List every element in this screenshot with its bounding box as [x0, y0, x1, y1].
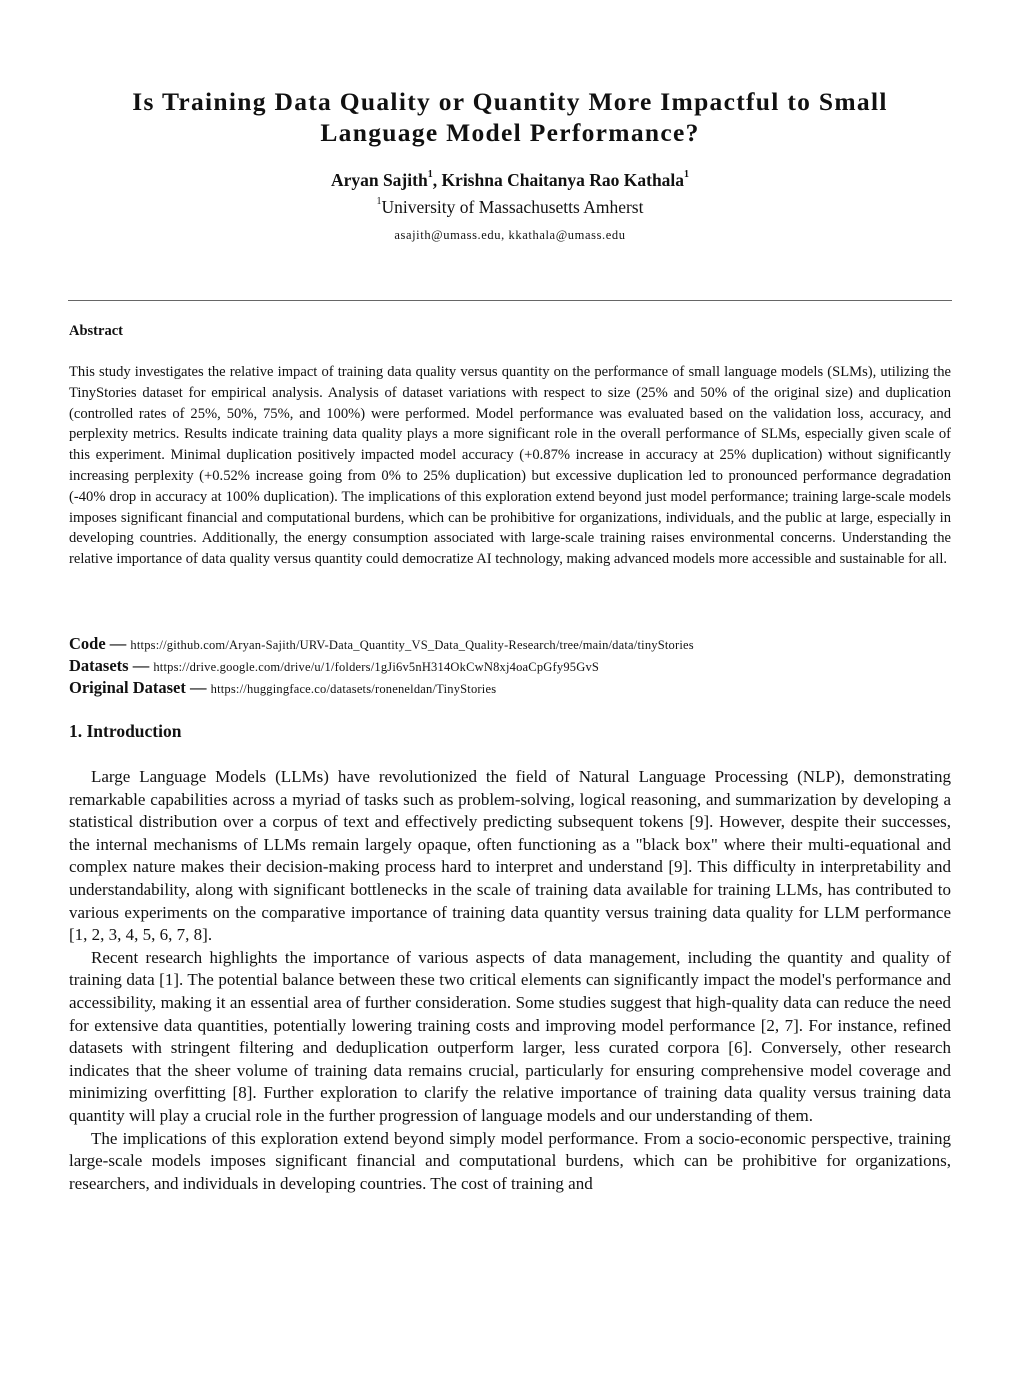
link-label: Original Dataset [69, 678, 186, 697]
paper-title: Is Training Data Quality or Quantity More Impactful to Small Language Model Performance? [132, 87, 888, 147]
paragraph: Large Language Models (LLMs) have revolutionized the field of Natural Language Processing (NLP), demonstrating remarkable capabilities across a myriad of tasks such as problem-solving, logical reasoning, and summarization by developing a statistical distribution over a corpus of text and effectively predicting subsequent tokens [9]. However, despite their successes, the internal mechanisms of LLMs remain largely opaque, often functioning as a "black box" where their multi-equational and complex nature makes their decision-making process hard to interpret and understand [9]. This difficulty in interpretability and understandability, along with significant bottlenecks in the scale of training data available for training LLMs, has contributed to various experiments on the comparative importance of training data quantity versus training data quality for LLM performance [1, 2, 3, 4, 5, 6, 7, 8]. [69, 767, 951, 945]
author-name: Krishna Chaitanya Rao Kathala [441, 170, 685, 190]
paragraph: Recent research highlights the importance of various aspects of data management, including the quantity and quality of training data [1]. The potential balance between these two critical elements can significantly impact the model's performance and accessibility, making it an essential area of further consideration. Some studies suggest that high-quality data can reduce the need for extensive data quantities, potentially lowering training costs and improving model performance [2, 7]. For instance, refined datasets with stringent filtering and deduplication outperform larger, less curated corpora [6]. Conversely, other research indicates that the sheer volume of training data remains crucial, particularly for ensuring comprehensive model coverage and minimizing overfitting [8]. Further exploration to clarify the relative importance of training data quality versus training data quantity will play a crucial role in the further progression of language models and our understanding of them. [69, 947, 951, 1125]
affiliation-name: University of Massachusetts Amherst [381, 197, 644, 217]
abstract-text: This study investigates the relative impact of training data quality versus quantity on the performance of small language models (SLMs), utilizing the TinyStories dataset for empirical analysis. Analysis of dataset variations with respect to size (25% and 50% of the original size) and duplication (controlled rates of 25%, 50%, 75%, and 100%) were performed. Model performance was evaluated based on the validation loss, accuracy, and perplexity metrics. Results indicate training data quality plays a more significant role in the overall performance of SLMs, especially given scale of this experiment. Minimal duplication positively impacted model accuracy (+0.87% increase in accuracy at 25% duplication) without significantly increasing perplexity (+0.52% increase going from 0% to 25% duplication) but excessive duplication led to pronounced performance degradation (-40% drop in accuracy at 100% duplication). The implications of this exploration extend beyond just model performance; training large-scale models imposes significant financial and computational burdens, which can be prohibitive for organizations, individuals, and the public at large, especially in developing countries. Additionally, the energy consumption associated with large-scale training raises environmental concerns. Understanding the relative importance of data quality versus quantity could democratize AI technology, making advanced models more accessible and sustainable for all. [69, 364, 951, 568]
affiliation [0, 197, 1020, 218]
affiliation-mark: 1 [376, 196, 382, 207]
author-name: Aryan Sajith [330, 170, 428, 190]
author-separator: , [432, 170, 442, 190]
header-divider [68, 300, 952, 301]
abstract-heading: Abstract [69, 323, 123, 339]
affiliation-mark: 1 [427, 169, 433, 180]
link-separator: — [185, 678, 211, 697]
resource-links [69, 633, 951, 699]
link-row-datasets [69, 655, 951, 677]
paragraph: The implications of this exploration extend beyond simply model performance. From a socio-economic perspective, training large-scale models imposes significant financial and computational burdens, which can be prohibitive for organizations, researchers, and individuals in developing countries. The cost of training and [69, 1128, 951, 1193]
link-row-original-dataset [69, 677, 951, 699]
author-list [0, 170, 1020, 191]
datasets-link[interactable]: https://drive.google.com/drive/u/1/folders/1gJi6v5nH314OkCwN8xj4oaCpGfy95GvS [153, 660, 600, 674]
section-heading-introduction: 1. Introduction [69, 721, 182, 741]
introduction-body [69, 766, 951, 1195]
author-emails: asajith@umass.edu, kkathala@umass.edu [394, 228, 626, 242]
link-label: Datasets [69, 656, 129, 675]
original-dataset-link[interactable]: https://huggingface.co/datasets/roneneldan/TinyStories [210, 682, 497, 696]
affiliation-mark: 1 [684, 169, 690, 180]
link-label: Code [69, 634, 106, 653]
code-link[interactable]: https://github.com/Aryan-Sajith/URV-Data_Quantity_VS_Data_Quality-Research/tree/main/data/tinyStories [130, 638, 694, 652]
link-separator: — [128, 656, 154, 675]
link-row-code [69, 633, 951, 655]
link-separator: — [105, 634, 131, 653]
